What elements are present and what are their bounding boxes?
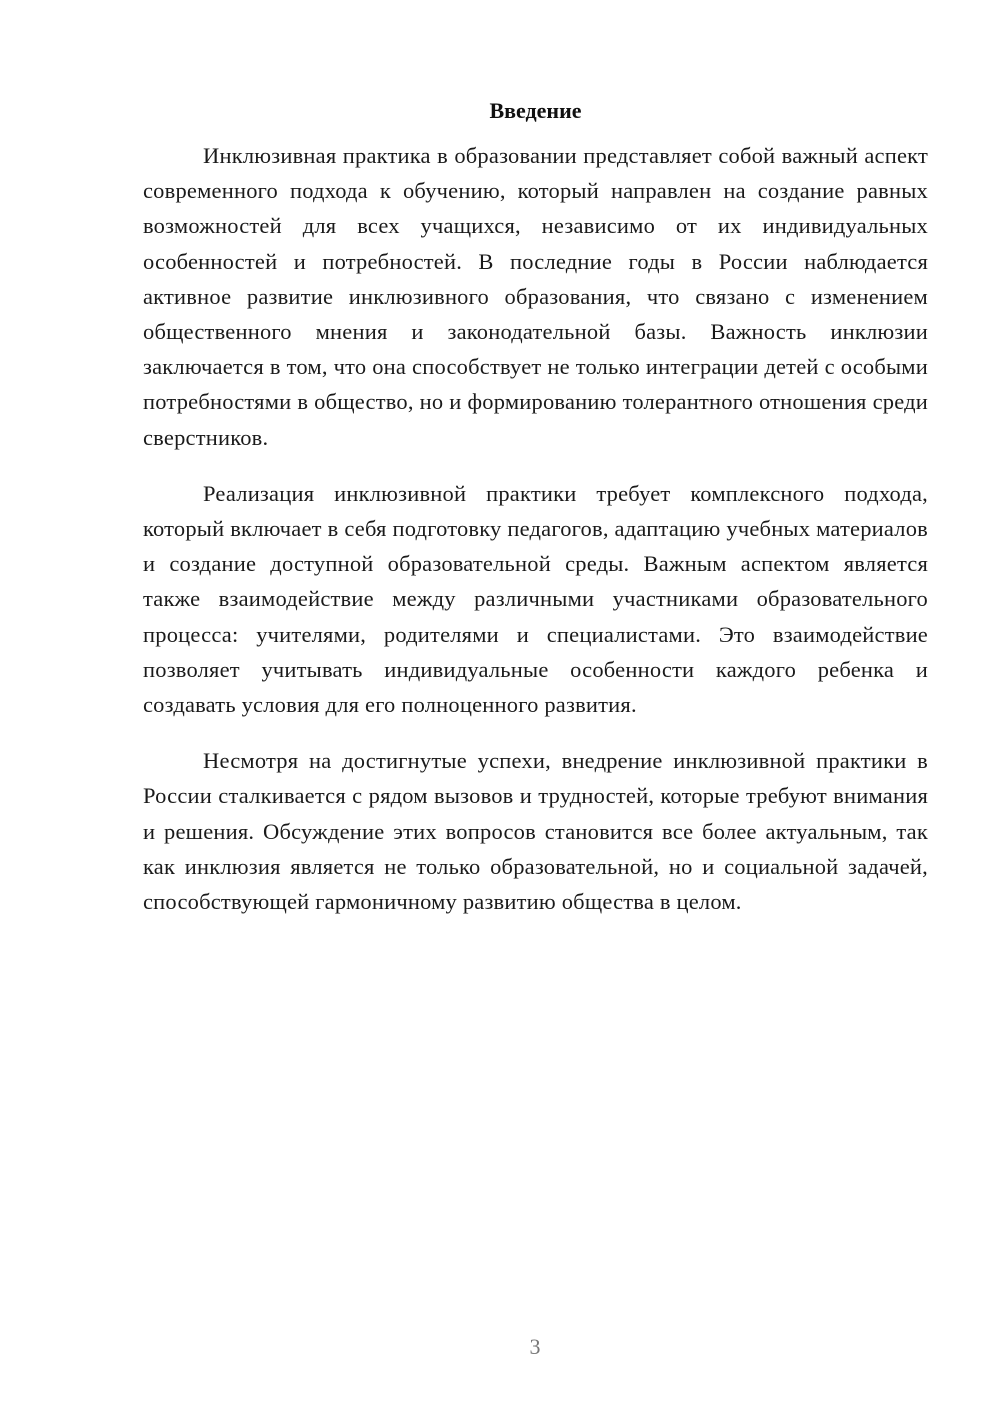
paragraph-3: Несмотря на достигнутые успехи, внедрение инклюзивной практики в России сталкивается с рядом вызовов и трудностей, которые требуют внимания и решения. Обсуждение этих вопросов становится все более актуальным, так как инклюзия является не только образовательной, но и социальной задачей, способствующей гармоничному развитию общества в целом. bbox=[143, 748, 928, 915]
section-heading: Введение bbox=[489, 98, 582, 123]
page-number: 3 bbox=[529, 1334, 541, 1359]
paragraph-2: Реализация инклюзивной практики требует комплексного подхода, который включает в себя подготовку педагогов, адаптацию учебных материалов и создание доступной образовательной среды. Важным аспектом является также взаимодействие между различными участниками образовательного процесса: учителями, родителями и специалистами. Это взаимодействие позволяет учитывать индивидуальные особенности каждого ребенка и создавать условия для его полноценного развития. bbox=[143, 480, 928, 718]
paragraph-1: Инклюзивная практика в образовании представляет собой важный аспект современного подхода к обучению, который направлен на создание равных возможностей для всех учащихся, независимо от их индивидуальных особенностей и потребностей. В последние годы в России наблюдается активное развитие инклюзивного образования, что связано с изменением общественного мнения и законодательной базы. Важность инклюзии заключается в том, что она способствует не только интеграции детей с особыми потребностями в общество, но и формированию толерантного отношения среди сверстников. bbox=[143, 143, 928, 450]
page-content bbox=[143, 96, 928, 940]
